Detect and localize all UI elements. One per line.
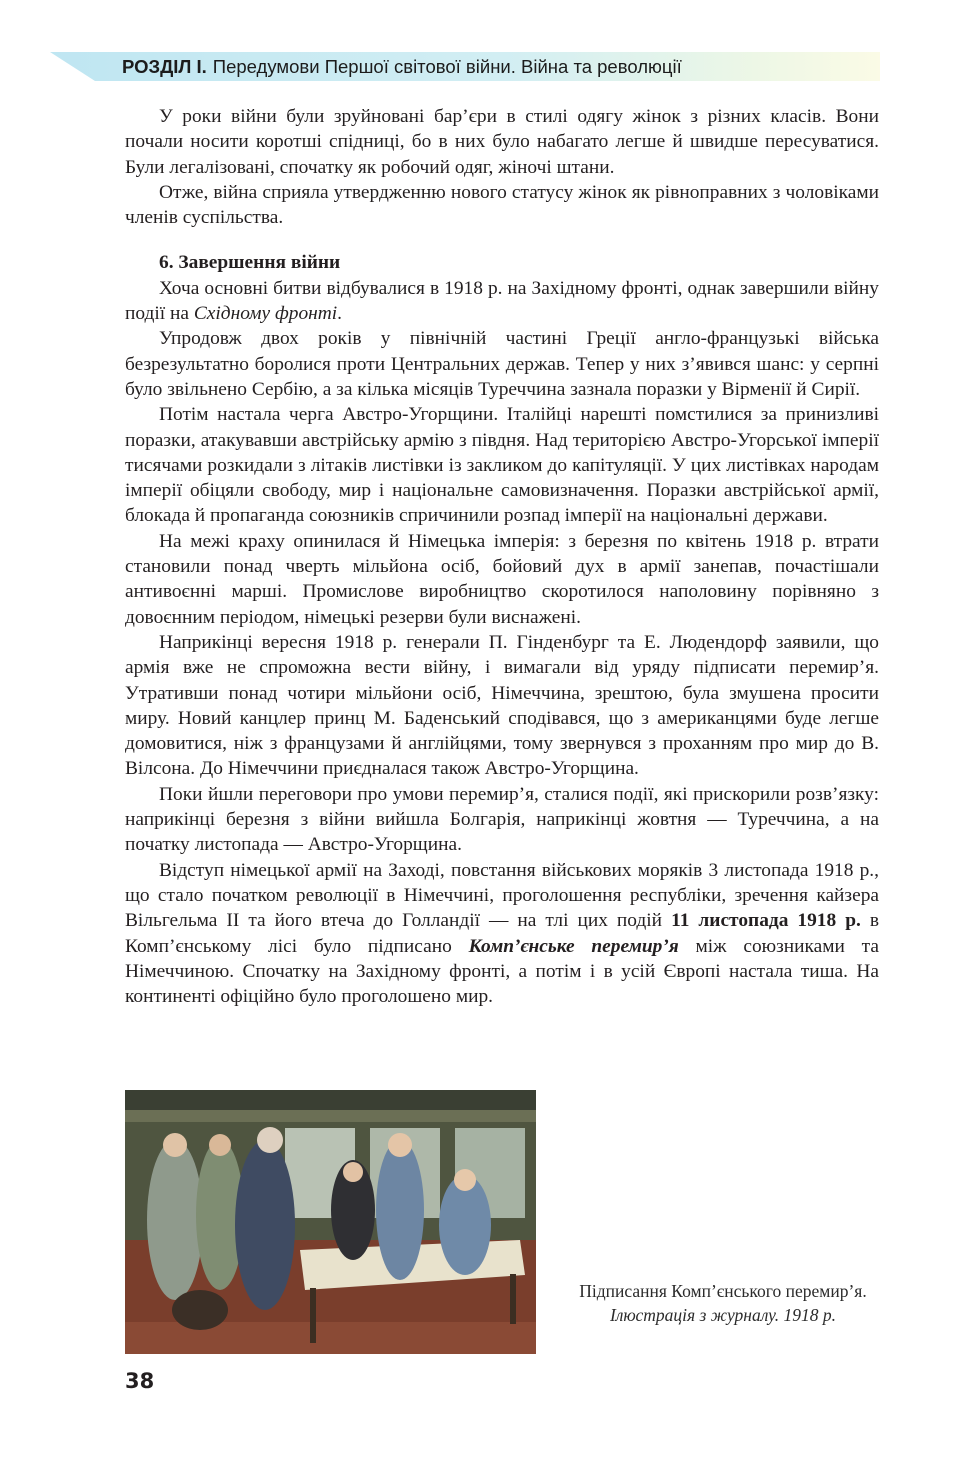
emphasis: Східному фронті [193,303,338,325]
page-number: 38 [125,1369,155,1393]
paragraph: Наприкінці вересня 1918 р. генерали П. Гінденбург та Е. Людендорф заявили, що армія вже не спроможна вести війну, і вимагали від уряду підписати перемир’я. Утративши понад чотири мільйони осіб, Німеччина, зрештою, була змушена просити миру. Новий канцлер принц М. Баденський сподівався, що з американцями буде легше домовитися, ніж з французами й англійцями, тому звернувся з проханням про мир до В. Вілсона. До Німеччини приєдналася також Австро-Угорщина. [125,631,879,780]
running-header [122,55,682,79]
section-label: РОЗДІЛ І. [122,56,207,77]
armistice-illustration [125,1090,536,1354]
paragraph: Потім настала черга Австро-Угорщини. Італійці нарешті помстилися за принизливі поразки, атакувавши австрійську армію з півдня. Над територією Австро-Угорської імперії тисячами розкидали з літаків листівки із закликом до капітуляції. У цих листівках народам імперії обіцяли свободу, мир і національне самовизначення. Поразки австрійської армії, блокада й пропаганда союзників спричинили розпад імперії на національні держави. [125,404,879,527]
section-title: Передумови Першої світової війни. Війна та революції [212,56,682,77]
paragraph: У роки війни були зруйновані бар’єри в стилі одягу жінок з різних класів. Вони почали носити коротші спідниці, бо в них було набагато легше й швидше пересуватися. Були легалізовані, спочатку як робочий одяг, жіночі штани. [125,106,879,178]
paragraph: Хоча основні битви відбувалися в 1918 р. на Західному фронті, однак завершили війну події на Східному фронті. [125,277,879,325]
key-term: Комп’єнське перемир’я [468,935,679,957]
key-date: 11 листопада 1918 р. [671,910,861,932]
paragraph: Відступ німецької армії на Заході, повстання військових моряків 3 листопада 1918 р., що стало початком революції в Німеччині, проголошення республіки, зречення кайзера Вільгельма II та його втеча до Голландії — на тлі цих подій 11 листопада 1918 р. в Комп’єнському лісі було підписано Комп’єнське перемир’я між союзниками та Німеччиною. Спочатку на Західному фронті, а потім і в усій Європі настала тиша. На континенті офіційно було проголошено мир. [125,859,879,1008]
caption-source: Ілюстрація з журналу. 1918 р. [609,1304,837,1325]
paragraph: На межі краху опинилася й Німецька імперія: з березня по квітень 1918 р. втрати становили понад чверть мільйона осіб, бойовий дух в армії занепав, почастішали антивоєнні марші. Промислове виробництво скоротилося наполовину порівняно з довоєнним періодом, німецькі резерви були виснажені. [125,530,879,628]
main-text [125,104,879,1009]
paragraph: Упродовж двох років у північній частині Греції англо-французькі війська безрезультатно боролися проти Центральних держав. Тепер у них з’явився шанс: у серпні було звільнено Сербію, а за кілька місяців Туреччина зазнала поразки у Вірменії й Сирії. [125,328,879,400]
paragraph: Отже, війна сприяла утвердженню нового статусу жінок як рівноправних з чоловіками членів суспільства. [125,181,879,229]
section-heading: 6. Завершення війни [159,252,341,274]
paragraph: Поки йшли переговори про умови перемир’я, сталися події, які прискорили розв’язку: наприкінці березня з війни вийшла Болгарія, наприкінці жовтня — Туреччина, а на початку листопада — Австро-Угорщина. [125,783,879,856]
figure-caption: Підписання Комп’єнського перемир’я. Ілюстрація з журналу. 1918 р. [579,1281,867,1325]
